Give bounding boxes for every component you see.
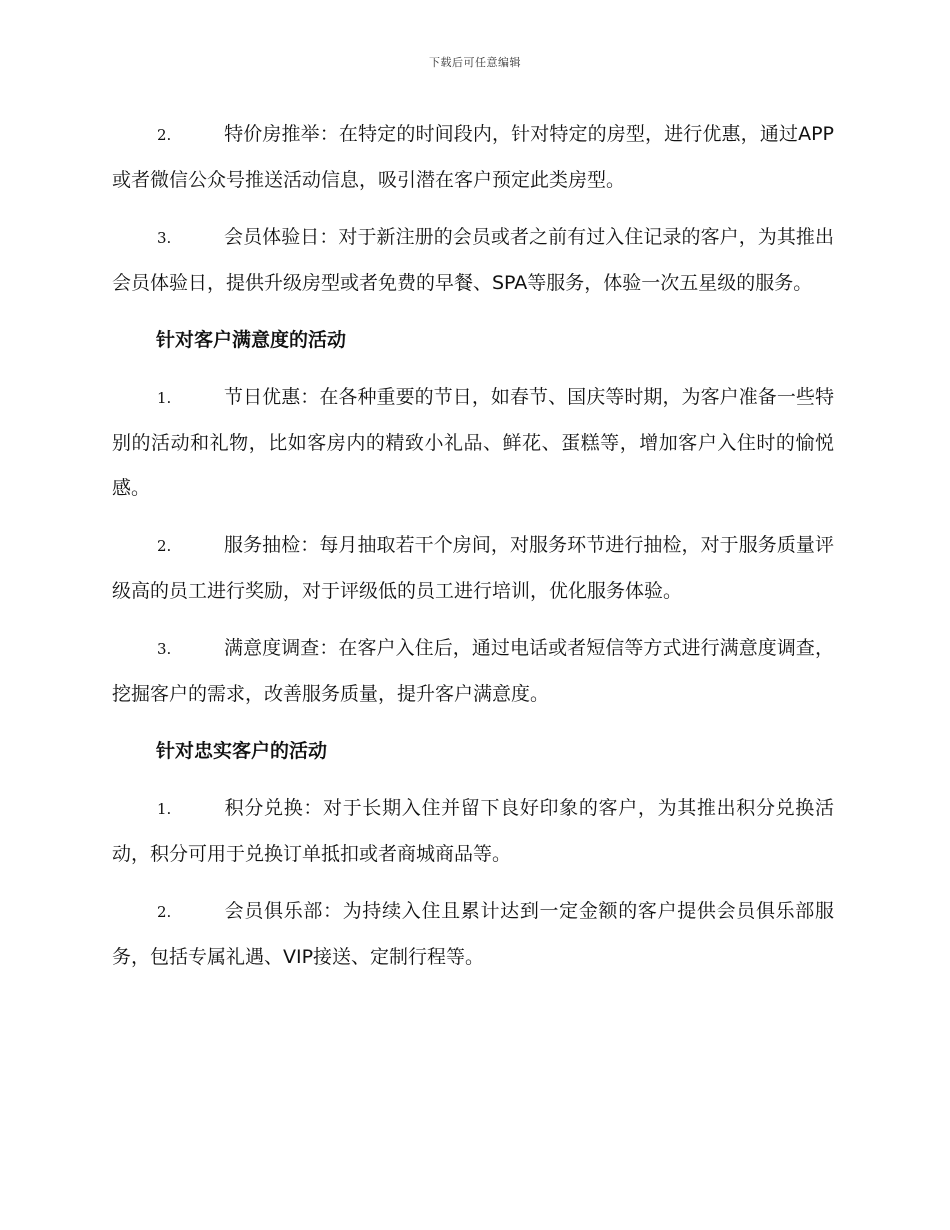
list-item-text: 会员俱乐部：为持续入住且累计达到一定金额的客户提供会员俱乐部服务，包括专属礼遇、VIP接送、定制行程等。 [112,900,834,968]
list-number: 1. [157,800,172,818]
list-item-text: 特价房推举：在特定的时间段内，针对特定的房型，进行优惠，通过APP或者微信公众号推送活动信息，吸引潜在客户预定此类房型。 [112,123,834,191]
list-number: 3. [157,229,172,247]
list-number: 2. [157,903,172,921]
list-item [112,786,834,877]
list-number: 3. [157,640,172,658]
page-header: 下载后可任意编辑 [429,56,521,69]
list-item-text: 会员体验日：对于新注册的会员或者之前有过入住记录的客户，为其推出会员体验日，提供升级房型或者免费的早餐、SPA等服务，体验一次五星级的服务。 [112,226,834,294]
list-number: 2. [157,537,172,555]
list-item [112,215,834,306]
list-item [112,523,834,614]
list-number: 1. [157,389,172,407]
list-item [112,375,834,511]
list-item [112,626,834,717]
list-item-text: 积分兑换：对于长期入住并留下良好印象的客户，为其推出积分兑换活动，积分可用于兑换订单抵扣或者商城商品等。 [112,797,834,865]
list-item [112,889,834,980]
list-item-text: 节日优惠：在各种重要的节日，如春节、国庆等时期，为客户准备一些特别的活动和礼物，比如客房内的精致小礼品、鲜花、蛋糕等，增加客户入住时的愉悦感。 [112,386,834,499]
section-heading: 针对忠实客户的活动 [156,740,328,762]
list-item [112,112,834,203]
section-heading: 针对客户满意度的活动 [156,329,347,351]
list-item-text: 服务抽检：每月抽取若干个房间，对服务环节进行抽检，对于服务质量评级高的员工进行奖励，对于评级低的员工进行培训，优化服务体验。 [112,534,834,602]
list-number: 2. [157,126,172,144]
document-body [112,112,834,992]
list-item-text: 满意度调查：在客户入住后，通过电话或者短信等方式进行满意度调查，挖掘客户的需求，改善服务质量，提升客户满意度。 [112,637,834,705]
